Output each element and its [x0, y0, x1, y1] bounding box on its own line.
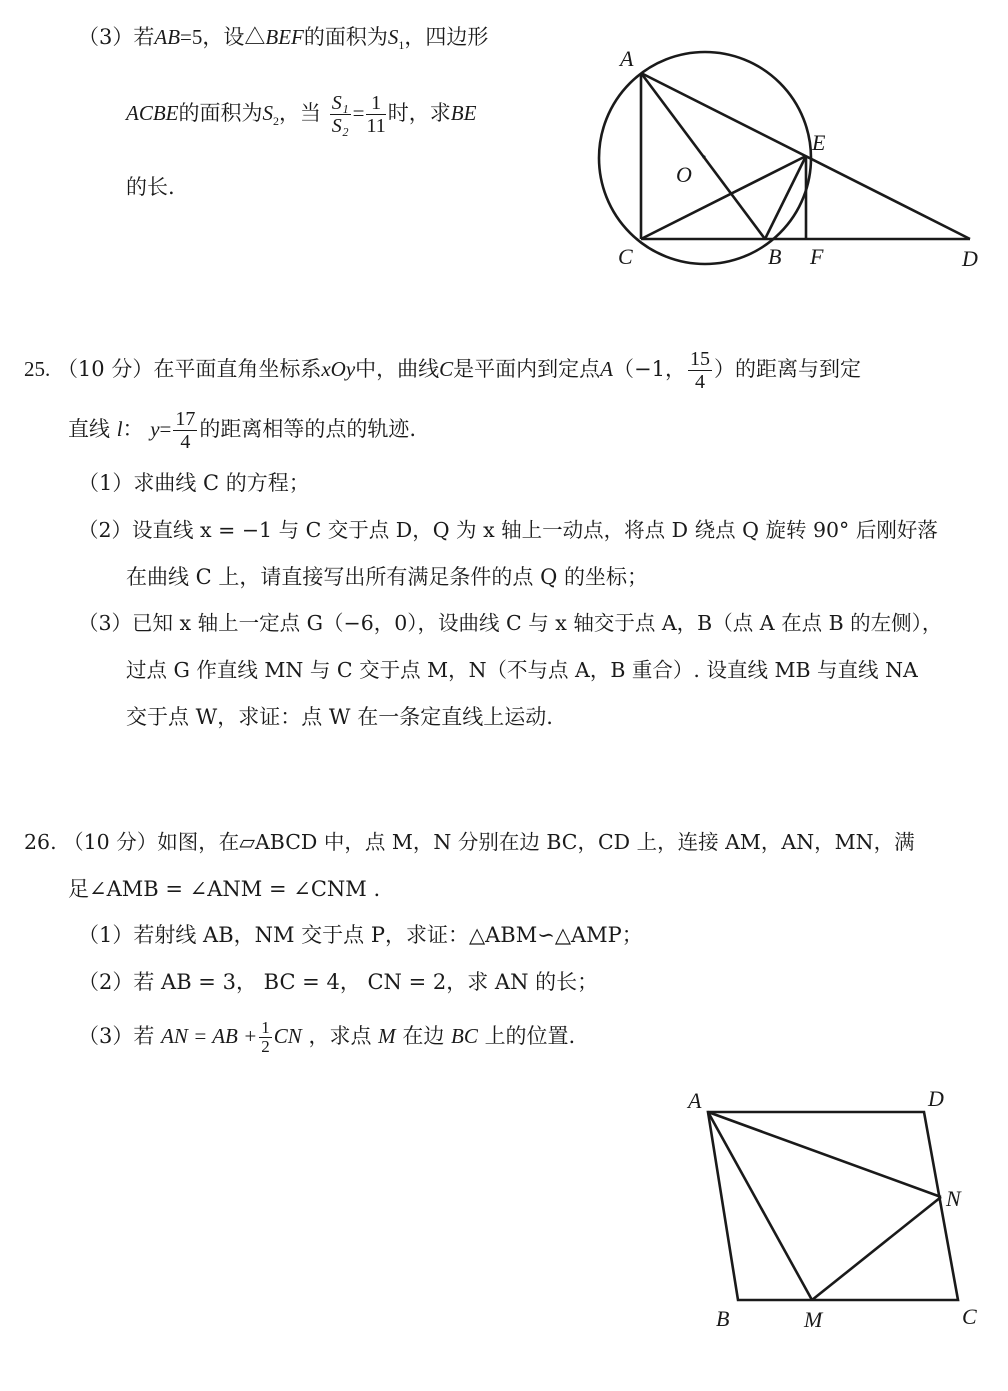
label-d: D [962, 246, 978, 271]
segment-an [708, 1112, 941, 1197]
q26-line2: 足∠AMB = ∠ANM = ∠CNM . [68, 877, 381, 901]
q25-part2-line2: 在曲线 C 上，请直接写出所有满足条件的点 Q 的坐标； [126, 565, 648, 589]
segment-mn [812, 1197, 941, 1300]
frac-top: 1 [261, 1018, 270, 1037]
frac-bottom: 2 [261, 1037, 270, 1056]
text: 在边 [402, 1024, 445, 1048]
text: 是平面内到定点 [453, 357, 601, 381]
text: 的长. [126, 175, 175, 199]
q25-part1: （1）求曲线 C 的方程； [78, 471, 310, 495]
circle-figure [590, 40, 1000, 280]
var-s2: S [262, 101, 273, 125]
var-cn: CN [273, 1024, 302, 1048]
var-m: M [378, 1024, 396, 1048]
frac-top: 17 [175, 408, 196, 430]
frac-top: 1 [366, 92, 385, 115]
q24-part3-line3 [126, 172, 175, 202]
var-acbe: ACBE [126, 101, 179, 125]
var-xoy: xOy [321, 357, 356, 381]
frac-bottom: 4 [694, 371, 705, 393]
label-b: B [716, 1306, 730, 1331]
label-o: O [676, 162, 692, 187]
text: ，当 [279, 101, 321, 125]
frac-bottom: S₂ [331, 115, 349, 137]
text: =5，设△ [180, 25, 266, 49]
expr-an-ab: AN = AB + [161, 1024, 258, 1048]
fraction-17-4 [173, 408, 197, 453]
label-a: A [688, 1088, 702, 1113]
q26-part3 [78, 1016, 575, 1056]
q26-line1: 26. （10 分）如图，在▱ABCD 中，点 M，N 分别在边 BC，CD 上，连接 AM，AN，MN，满 [24, 830, 915, 854]
label-d: D [928, 1086, 944, 1111]
subscript: 1 [398, 38, 405, 53]
text: ，求点 [308, 1024, 372, 1048]
text: 中，曲线 [355, 357, 440, 381]
fraction-1-2 [259, 1019, 272, 1056]
text: 的面积为 [178, 101, 263, 125]
question-number: 25. [24, 357, 51, 381]
text: （−1， [613, 357, 686, 381]
frac-bottom: 4 [180, 431, 191, 453]
label-m: M [804, 1307, 823, 1332]
label-e: E [812, 130, 826, 155]
q26-part1: （1）若射线 AB，NM 交于点 P，求证：△ABM∽△AMP； [78, 923, 643, 947]
segment-ce [641, 156, 806, 239]
var-be: BE [450, 101, 477, 125]
parallelogram-figure [680, 1080, 1000, 1340]
fraction-s1-s2 [330, 92, 351, 137]
text: 上的位置. [484, 1024, 576, 1048]
label-a: A [620, 46, 634, 71]
text: 的距离相等的点的轨迹. [199, 417, 417, 441]
q25-part3-line1: （3）已知 x 轴上一定点 G（−6，0），设曲线 C 与 x 轴交于点 A，B（点 A 在点 B 的左侧）， [78, 611, 943, 635]
text: （3）若 [78, 1024, 155, 1048]
text: 的面积为 [303, 25, 388, 49]
var-a: A [600, 357, 613, 381]
q25-part3-line3: 交于点 W，求证：点 W 在一条定直线上运动. [126, 705, 553, 729]
text: ： [122, 417, 144, 441]
equals: = [159, 417, 172, 441]
label-c: C [618, 244, 633, 269]
var-s1: S [387, 25, 399, 49]
var-c: C [439, 357, 454, 381]
var-ab: AB [154, 25, 181, 49]
q25-line1 [24, 348, 861, 393]
subscript: 2 [273, 114, 279, 129]
frac-top: S₁ [331, 92, 349, 114]
q25-line2 [68, 408, 416, 453]
q24-part3-line2 [126, 86, 476, 148]
q25-part2-line1: （2）设直线 x = −1 与 C 交于点 D，Q 为 x 轴上一动点，将点 D 绕点 Q 旋转 90° 后刚好落 [78, 518, 938, 542]
text: ，四边形 [404, 25, 489, 49]
figure-lines [641, 73, 970, 239]
var-bef: BEF [265, 25, 304, 49]
equals: = [352, 101, 365, 125]
q26-part2: （2）若 AB = 3， BC = 4， CN = 2，求 AN 的长； [78, 970, 599, 994]
text: （3）若 [78, 25, 155, 49]
text: 直线 [68, 417, 110, 441]
var-bc: BC [451, 1024, 478, 1048]
label-f: F [810, 244, 824, 269]
var-l: l [116, 417, 123, 441]
text: ）的距离与到定 [713, 357, 861, 381]
q25-part3-line2: 过点 G 作直线 MN 与 C 交于点 M，N（不与点 A，B 重合）. 设直线 MB 与直线 NA [126, 658, 918, 682]
var-y: y [150, 417, 160, 441]
label-b: B [768, 244, 782, 269]
figure-lines [708, 1112, 958, 1300]
label-n: N [946, 1186, 961, 1211]
center-dot [702, 155, 705, 158]
fraction-1-11 [366, 92, 385, 137]
parallelogram-abcd [708, 1112, 958, 1300]
text: （10 分）在平面直角坐标系 [56, 357, 322, 381]
fraction-15-4 [688, 348, 712, 393]
label-c: C [962, 1304, 977, 1329]
text: 时，求 [387, 101, 451, 125]
q24-part3-line1 [78, 22, 488, 60]
frac-bottom: 11 [366, 115, 386, 137]
frac-top: 15 [689, 348, 710, 370]
